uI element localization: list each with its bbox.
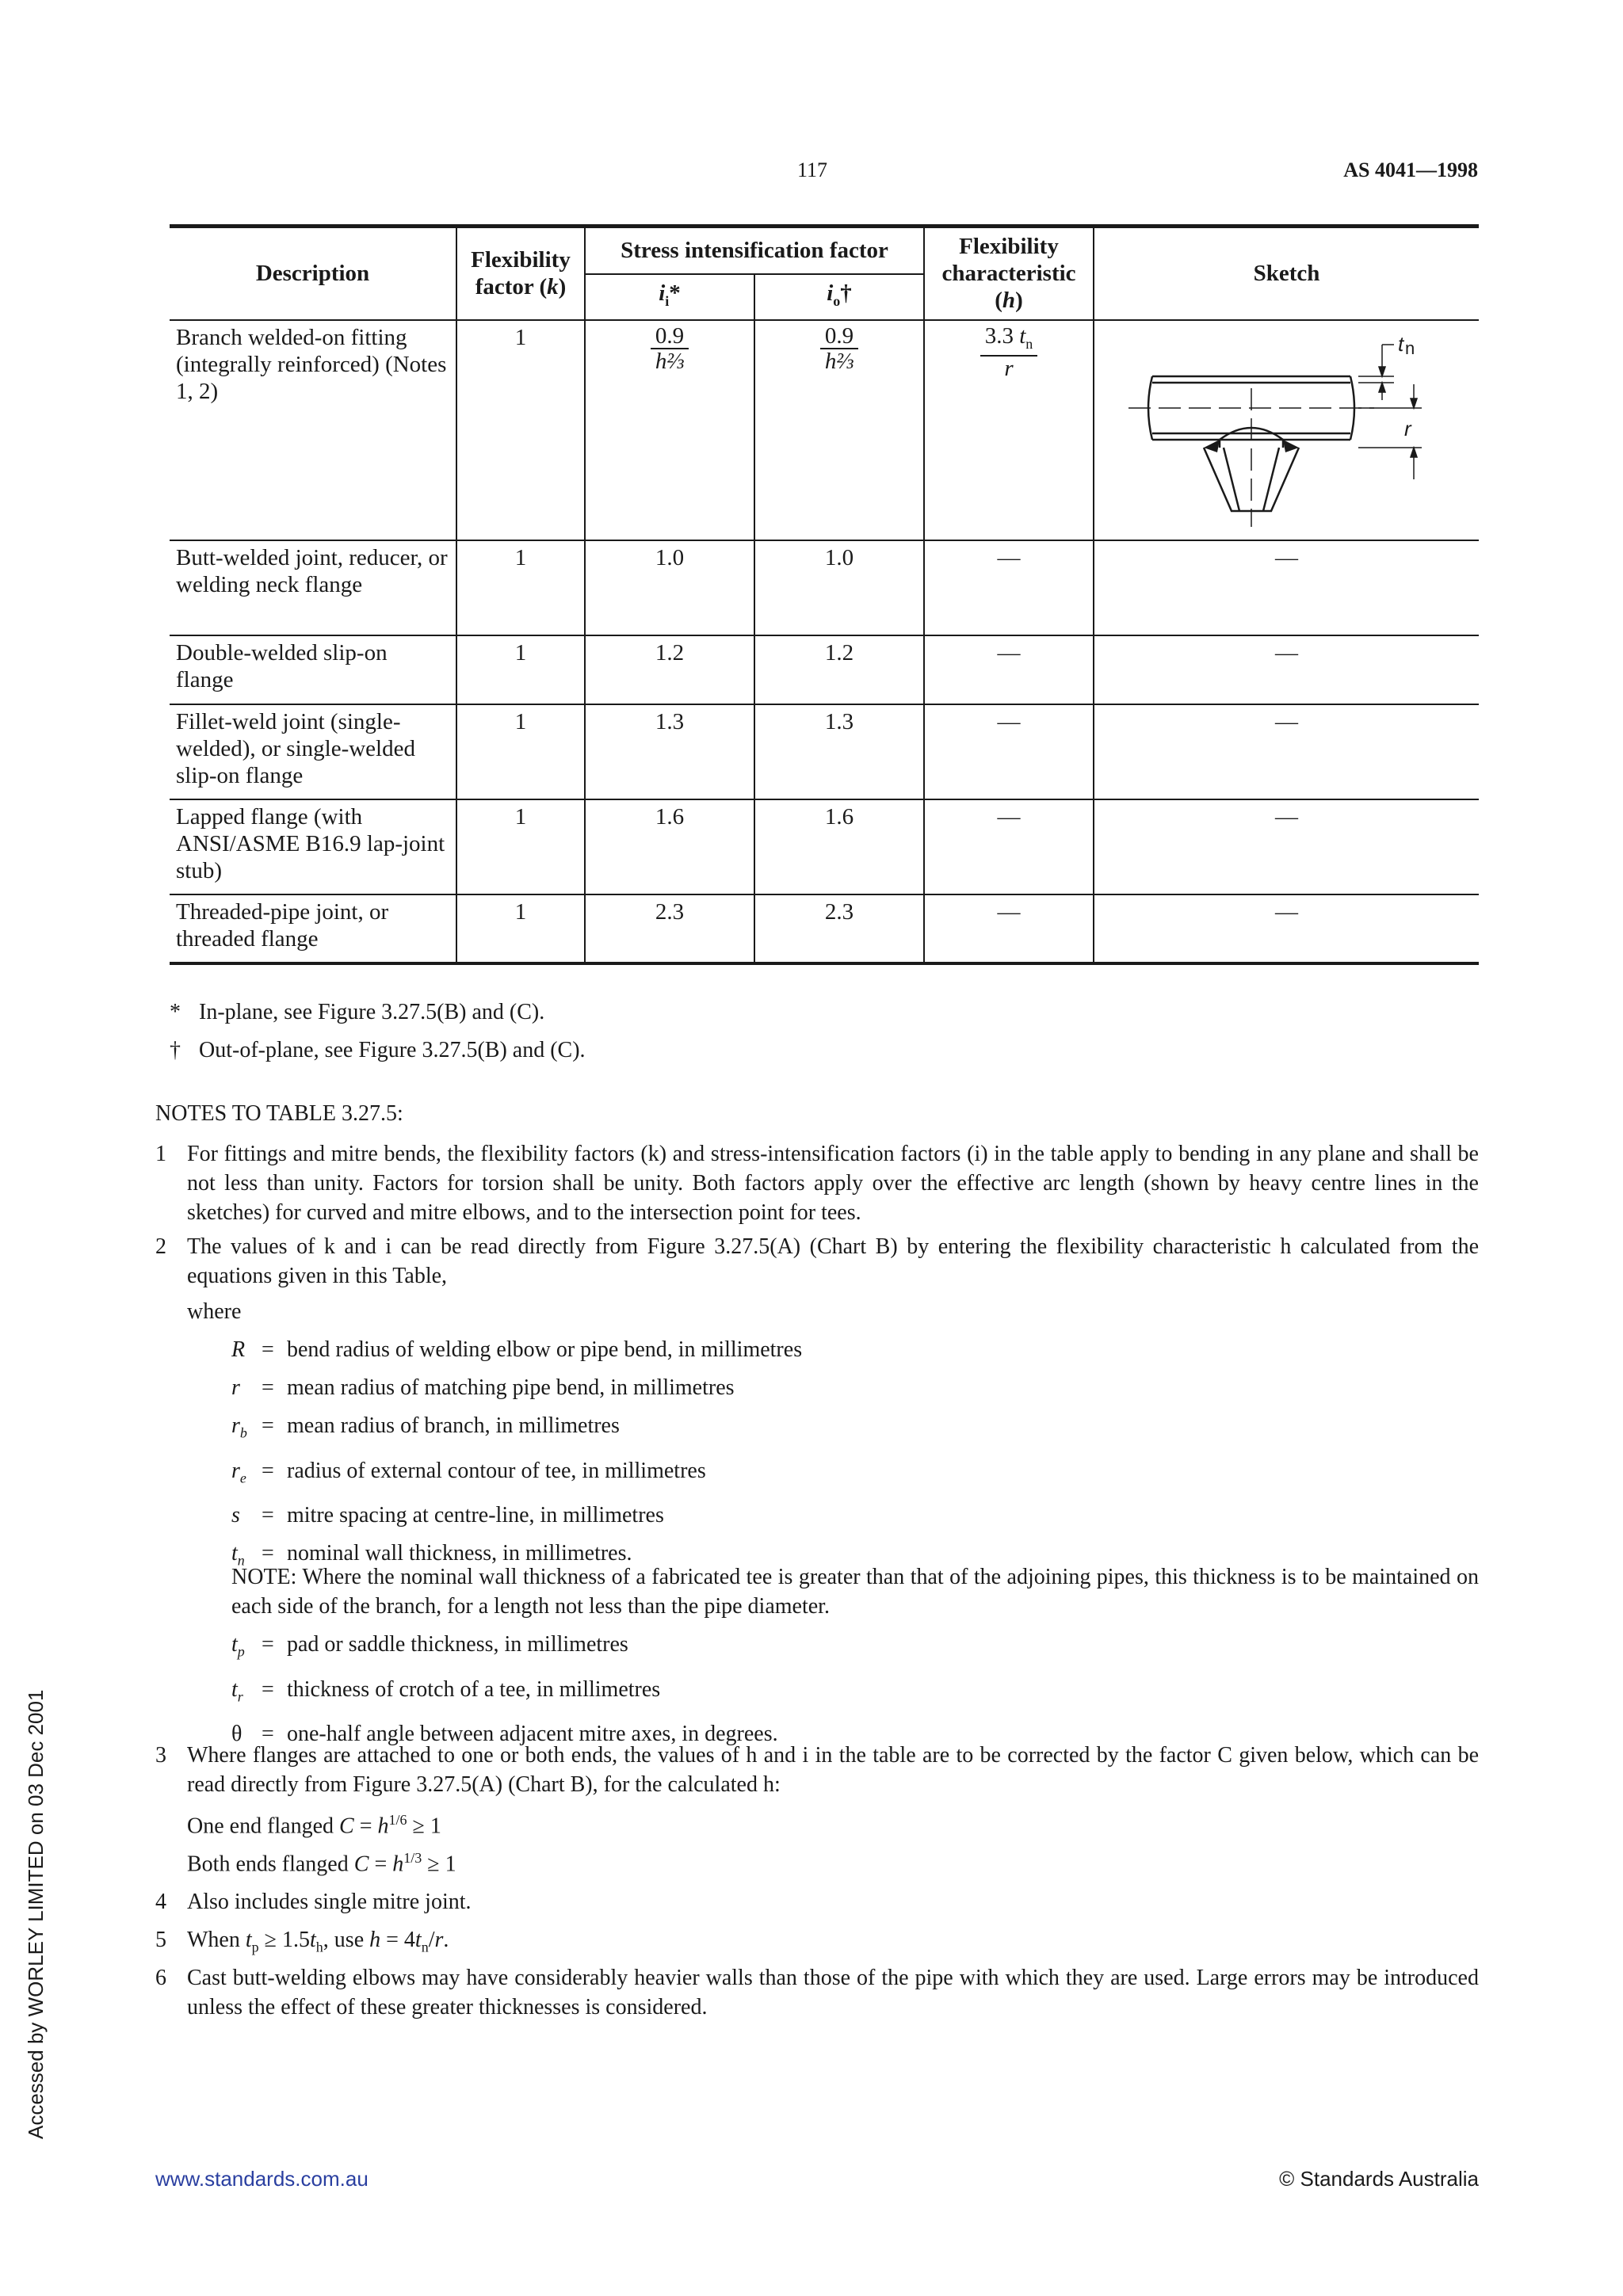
row-io: 1.0 xyxy=(754,540,924,635)
row-h: — xyxy=(924,799,1094,894)
definition: θ = one-half angle between adjacent mitre axes, in degrees. xyxy=(231,1722,778,1747)
standard-id: AS 4041—1998 xyxy=(1343,158,1478,181)
header-ii: $i_i*$ xyxy=(585,274,754,320)
row-description: Butt-welded joint, reducer, or welding neck flange xyxy=(170,540,456,635)
copyright: © Standards Australia xyxy=(1279,2167,1479,2191)
header-sketch: Sketch xyxy=(1094,227,1479,320)
table-row xyxy=(170,894,1479,963)
row-ii: 1.3 xyxy=(585,704,754,799)
page-number: 117 xyxy=(796,158,828,181)
row-ii: 1.2 xyxy=(585,635,754,704)
note-4: 4 Also includes single mitre joint. xyxy=(155,1890,472,1914)
access-stamp: Accessed by WORLEY LIMITED on 03 Dec 2001 xyxy=(24,1689,48,2139)
row-sketch: — xyxy=(1094,894,1479,963)
definition: r = mean radius of matching pipe bend, in millimetres xyxy=(231,1375,735,1400)
definition: s = mitre spacing at centre-line, in millimetres xyxy=(231,1503,664,1528)
header-flexibility-factor: Flexibility factor (k) xyxy=(456,227,585,320)
row-description: Threaded-pipe joint, or threaded flange xyxy=(170,894,456,963)
row-k: 1 xyxy=(456,704,585,799)
row-io: 1.3 xyxy=(754,704,924,799)
note-2: 2 The values of k and i can be read directly from Figure 3.27.5(A) (Chart B) by entering the flexibility characteristic h calculated from the equations given in this Table, xyxy=(155,1234,1479,1288)
definitions-list-2 xyxy=(231,1626,778,1753)
table-row xyxy=(170,799,1479,894)
header-sif: Stress intensification factor xyxy=(585,227,924,274)
definition: $r_b$ = mean radius of branch, in millimetres xyxy=(231,1413,620,1441)
table-row xyxy=(170,320,1479,540)
row-description: Branch welded-on fitting (integrally reinforced) (Notes 1, 2) xyxy=(170,320,456,540)
definition: $t_p$ = pad or saddle thickness, in millimetres xyxy=(231,1632,628,1660)
row-io: 1.6 xyxy=(754,799,924,894)
nominal-thickness-note: NOTE: Where the nominal wall thickness of a fabricated tee is greater than that of the adjoining pipes, this thickness is to be maintained on each side of the branch, for a length not less than the pipe diameter. xyxy=(231,1565,1479,1619)
row-description: Fillet-weld joint (single-welded), or single-welded slip-on flange xyxy=(170,704,456,799)
definition: $t_n$ = nominal wall thickness, in millimetres. xyxy=(231,1541,632,1569)
row-io: 2.3 xyxy=(754,894,924,963)
row-io: $\frac{0.9}{\text{h⅔}}$ xyxy=(754,320,924,540)
row-sketch: — xyxy=(1094,635,1479,704)
row-sketch: — xyxy=(1094,704,1479,799)
row-k: 1 xyxy=(456,635,585,704)
header-flex-char: Flexibility characteristic (h) xyxy=(924,227,1094,320)
svg-text:n: n xyxy=(1404,338,1415,358)
row-k: 1 xyxy=(456,894,585,963)
row-description: Double-welded slip-on flange xyxy=(170,635,456,704)
row-ii: 1.6 xyxy=(585,799,754,894)
branch-fitting-sketch xyxy=(1094,320,1479,540)
note-3: 3 Where flanges are attached to one or both ends, the values of h and i in the table are to be corrected by the factor C given below, which can be read directly from Figure 3.27.5(A) (Chart B), for the calculated h: xyxy=(155,1743,1479,1797)
where-label: where xyxy=(187,1299,242,1324)
definition: R = bend radius of welding elbow or pipe bend, in millimetres xyxy=(231,1337,803,1362)
table-row xyxy=(170,540,1479,635)
svg-text:t: t xyxy=(1397,331,1403,356)
row-sketch: — xyxy=(1094,540,1479,635)
row-k: 1 xyxy=(456,799,585,894)
row-k: 1 xyxy=(456,320,585,540)
table-row xyxy=(170,635,1479,704)
definitions-list xyxy=(231,1331,802,1580)
row-ii: 1.0 xyxy=(585,540,754,635)
table-row xyxy=(170,704,1479,799)
note-1: 1 For fittings and mitre bends, the flexibility factors (k) and stress-intensification factors (i) in the table apply to bending in any plane and shall be not less than unity. Factors for torsion shall be unity. Both factors apply over the effective arc length (shown by heavy centre lines in the sketches) for curved and mitre elbows, and to the intersection point for tees. xyxy=(155,1142,1479,1225)
one-end-flanged: One end flanged $C = h^{1/6} \ge 1$ xyxy=(187,1812,441,1839)
note-5: 5 When $t_p \ge 1.5t_h$, use $h = 4t_n/r$. xyxy=(155,1928,449,1955)
definition: $r_e$ = radius of external contour of tee, in millimetres xyxy=(231,1458,706,1486)
row-io: 1.2 xyxy=(754,635,924,704)
row-h: $\frac{3.3 t_n}{r}$ xyxy=(924,320,1094,540)
note-6: 6 Cast butt-welding elbows may have considerably heavier walls than those of the pipe with which they are used. Large errors may be introduced unless the effect of these greater thicknesses is considered. xyxy=(155,1966,1479,2019)
row-h: — xyxy=(924,540,1094,635)
row-ii: 2.3 xyxy=(585,894,754,963)
website-link[interactable]: www.standards.com.au xyxy=(155,2167,369,2191)
footnote-out-of-plane: † Out-of-plane, see Figure 3.27.5(B) and (C). xyxy=(170,1038,586,1062)
both-ends-flanged: Both ends flanged $C = h^{1/3} \ge 1$ xyxy=(187,1850,456,1877)
row-h: — xyxy=(924,635,1094,704)
notes-heading: NOTES TO TABLE 3.27.5: xyxy=(155,1101,403,1126)
definition: $t_r$ = thickness of crotch of a tee, in millimetres xyxy=(231,1676,661,1705)
row-description: Lapped flange (with ANSI/ASME B16.9 lap-joint stub) xyxy=(170,799,456,894)
row-sketch: — xyxy=(1094,799,1479,894)
row-h: — xyxy=(924,894,1094,963)
svg-text:r: r xyxy=(1403,416,1411,441)
table-3-27-5 xyxy=(170,224,1479,965)
tee-sketch-svg xyxy=(1121,321,1453,533)
row-h: — xyxy=(924,704,1094,799)
header-io: $i_o\dagger$ xyxy=(754,274,924,320)
row-k: 1 xyxy=(456,540,585,635)
row-ii: $\frac{0.9}{\text{h⅔}}$ xyxy=(585,320,754,540)
header-description: Description xyxy=(170,227,456,320)
footnote-in-plane: * In-plane, see Figure 3.27.5(B) and (C). xyxy=(170,1000,545,1024)
